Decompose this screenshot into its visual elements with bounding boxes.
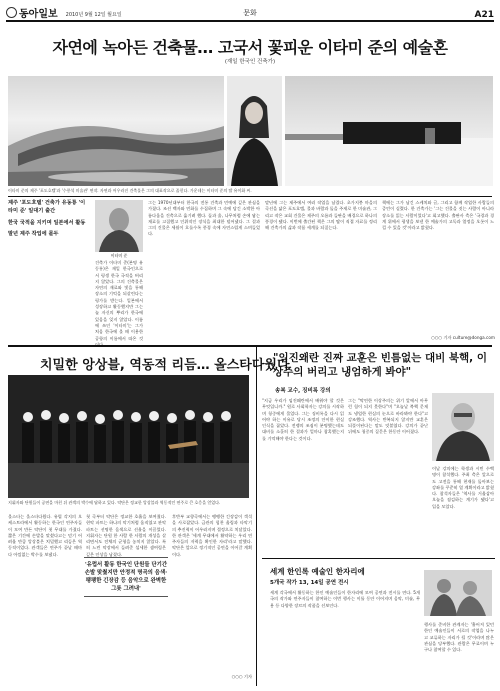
lead-summary <box>8 200 90 243</box>
article-column: 올스타는 올스타다웠다. 유럽 각지의 오케스트라에서 활동하는 한국인 연주자들이 모여 만든 악단이 첫 무대를 가졌다. 짧은 기간에 손발을 맞췄다고는 믿기 어려울 만큼 앙상블은 치밀했고 리듬은 역동적이었다. 관객들은 연주가 끝날 때마다 아낌없는 박수를 보냈다. <box>8 514 82 557</box>
column-rule <box>256 346 257 686</box>
divider <box>8 196 492 197</box>
pull-quote: '유럽서 활동 한국인 단원들 단기간 손발 맞췄지만 안정적 명곡의 음색·팽팽한 긴장감 등 음악으로 완벽한 그릇 그려내' <box>84 557 168 597</box>
article-column: 행사를 준비한 관계자는 '흩어져 있던 한인 예술인들이 서로의 작업을 나누고 교류하는 자리가 될 것'이라며 많은 관심을 당부했다. 관람은 무료이며 누구나 참여할 수 있다. <box>424 622 494 653</box>
logo-mark-icon <box>6 7 17 18</box>
article-column: 말년에 그는 제주에서 여러 작업을 남겼다. 초가지붕 마을의 곡선을 닮은 포도호텔, 물과 바람과 돌을 주제로 한 미술관, 그리고 작은 교회 건물은 제주의 오름과 들판을 배경으로 하나의 풍경이 됐다. 이번에 출간된 책은 그의 딸이 직접 자료를 정리해 건축가의 삶과 작품 세계를 되짚는다. <box>265 200 377 231</box>
box-photo <box>424 570 492 616</box>
main-headline: 자연에 녹아든 건축물… 고국서 꽃피운 이타미 준의 예술혼 <box>52 38 448 57</box>
logo-text: 동아일보 <box>19 9 58 20</box>
professor-art <box>432 393 494 461</box>
portrait-art <box>227 76 282 186</box>
lead-line: 말년 제주 작업에 몰두 <box>8 231 59 238</box>
article-column: "지금 우리가 임진왜란에서 배워야 할 것은 무엇입니까." 원로 사회학자는 강의를 시작하며 청중에게 물었다. 그는 징비록을 다시 읽어야 하는 이유로 당시 조정의 안이한 현실 인식을 꼽았다. 전쟁의 조짐이 분명했는데도 대비를 소홀히 한 결과가 얼마나 참혹했는지를 기억해야 한다는 것이다. <box>262 398 344 441</box>
issue-date: 2010년 9월 12일 월요일 <box>65 12 122 18</box>
lecture-headline: "임진왜란 진짜 교훈은 빈틈없는 대비 북핵, 이상주의 버리고 냉엄하게 봐야" <box>273 352 487 378</box>
orchestra-photo-art <box>8 375 249 498</box>
profile-caption: 이타미 준 <box>110 253 128 258</box>
article-column: 건축가 이타미 준(본명 유동룡)은 재일 한국인으로서 평생 한국 국적을 버리지 않았다. 그의 건축물은 자연의 재료와 빛을 통해 장소의 기억을 되살린다는 평가를 받는다. 일본에서 성장하고 활동했지만 그는 늘 자신의 뿌리가 한국에 있음을 잊지 않았다. 이름에 쓰인 '이타미'는 그가 처음 한국에 올 때 이용한 공항의 이름에서 따온 것 <box>95 260 143 341</box>
museum-photo <box>285 76 493 186</box>
article-column: 첫 곡부터 악단은 정교한 호흡을 보여줬다. 현악 파트는 하나의 악기처럼 움직였고 관악 파트는 선명한 음색으로 선율을 이끌었다. 지휘자는 단원 한 사람 한 사람의 개성을 살리면서도 전체의 균형을 놓치지 않았다. 특히 느린 악장에서 들려준 섬세한 셈여림은 깊은 인상을 남겼다. <box>86 514 166 557</box>
lead-line: 제주 '포도호텔' 건축가 유동룡 '이타미 준' 일대기 출간 <box>8 200 86 214</box>
article-column: 후반부 교향곡에서는 팽팽한 긴장감이 객석을 사로잡았다. 금관의 힘찬 울림과 타악기의 추진력이 어우러지며 절정으로 치달았다. 한 관객은 '세계 무대에서 활약하는 우리 연주자들의 저력을 확인한 자리'라고 말했다. 악단은 앞으로 정기적인 공연을 이어갈 계획이다. <box>172 514 252 557</box>
masthead <box>6 3 494 22</box>
section-rule <box>8 345 492 347</box>
article-byline: ○○○ 기자 culture@donga.com <box>431 335 495 340</box>
article-column: 그는 1970년대부터 한국의 전통 건축과 민예에 깊은 관심을 가졌다. 조선 백자와 민화를 수집하며 그 속에 담긴 소박한 아름다움을 건축으로 옮기려 했다. 돌과 흙, 나무처럼 손에 닿는 재료를 고집했고 인위적인 장식을 최대한 덜어냈다. 그 결과 그의 건물은 세월이 흐를수록 풍경 속에 자연스럽게 스며들었다. <box>148 200 260 237</box>
section-name: 문화 <box>243 9 257 17</box>
page-number: A21 <box>474 10 494 20</box>
box-title: 세계 한인록 예술인 한자리에 <box>270 567 365 576</box>
concert-byline: ○○○ 기자 <box>231 674 252 679</box>
box-photo-art <box>424 570 492 616</box>
lead-line: 한국 국적을 지키며 일본에서 활동 <box>8 219 86 226</box>
box-subtitle: 5개국 작가 13, 14일 공연 전시 <box>270 580 349 586</box>
article-column: 세계 각국에서 활동하는 한인 예술인들이 한자리에 모여 공연과 전시를 연다. 5개국의 작가와 연주자들이 참여하는 이번 행사는 이틀 동안 이어지며 음악, 미술, 무용 등 다양한 장르의 작품을 선보인다. <box>270 590 420 608</box>
professor-photo <box>432 393 494 461</box>
article-column: 이날 강의에는 학생과 시민 수백 명이 참석했다. 주최 측은 앞으로도 고전을 통해 현재를 돌아보는 강좌를 꾸준히 열 계획이라고 밝혔다. 참석자들은 '역사를 거울삼아 오늘을 점검하는 계기가 됐다'고 입을 모았다. <box>432 466 494 509</box>
concert-headline: 치밀한 앙상블, 역동적 리듬… 올스타다웠다 <box>40 358 290 373</box>
article-column: 책에는 그가 남긴 스케치와 글, 그리고 함께 작업한 사람들의 증언이 실렸다. 한 건축가는 '그는 건물을 짓는 사람이 아니라 장소를 읽는 사람이었다'고 회고했다. 출판사 측은 '국경과 경계 위에서 평생을 보낸 한 예술가의 고독과 열정을 오롯이 느낄 수 있을 것'이라고 밝혔다. <box>382 200 494 231</box>
architect-profile-photo <box>95 200 143 252</box>
article-column: 그는 "막연한 이상주의는 위기 앞에서 아무런 힘이 되지 못한다"며 "오늘날 북핵 문제도 냉엄한 현실의 눈으로 바라봐야 한다"고 강조했다. 역사는 반복되지 않지만 교훈은 되풀이된다는 말도 덧붙였다. 강의가 끝난 뒤에도 청중의 질문은 한동안 이어졌다. <box>348 398 428 435</box>
main-photo-caption: 이타미 준의 제주 '포도호텔'과 '수풍석 미술관' 연작. 자연과 어우러진 건축물은 그의 대표작으로 꼽힌다. 가운데는 이타미 준의 딸 유이화 씨. <box>8 188 252 193</box>
orchestra-photo <box>8 375 249 498</box>
hotel-photo <box>8 76 224 186</box>
hotel-photo-art <box>8 76 224 186</box>
profile-art <box>95 200 143 252</box>
main-subhead: (재일 한국인 건축가) <box>224 59 276 65</box>
orchestra-photo-caption: 지휘자와 단원들이 공연을 마친 뒤 관객의 박수에 답하고 있다. 악단은 정교한 앙상블과 역동적인 연주로 큰 호응을 얻었다. <box>8 500 221 505</box>
newspaper-logo <box>6 5 58 20</box>
museum-photo-art <box>285 76 493 186</box>
portrait-photo <box>227 76 282 186</box>
lecture-subhead: 송복 교수, 징비록 강의 <box>275 388 331 394</box>
